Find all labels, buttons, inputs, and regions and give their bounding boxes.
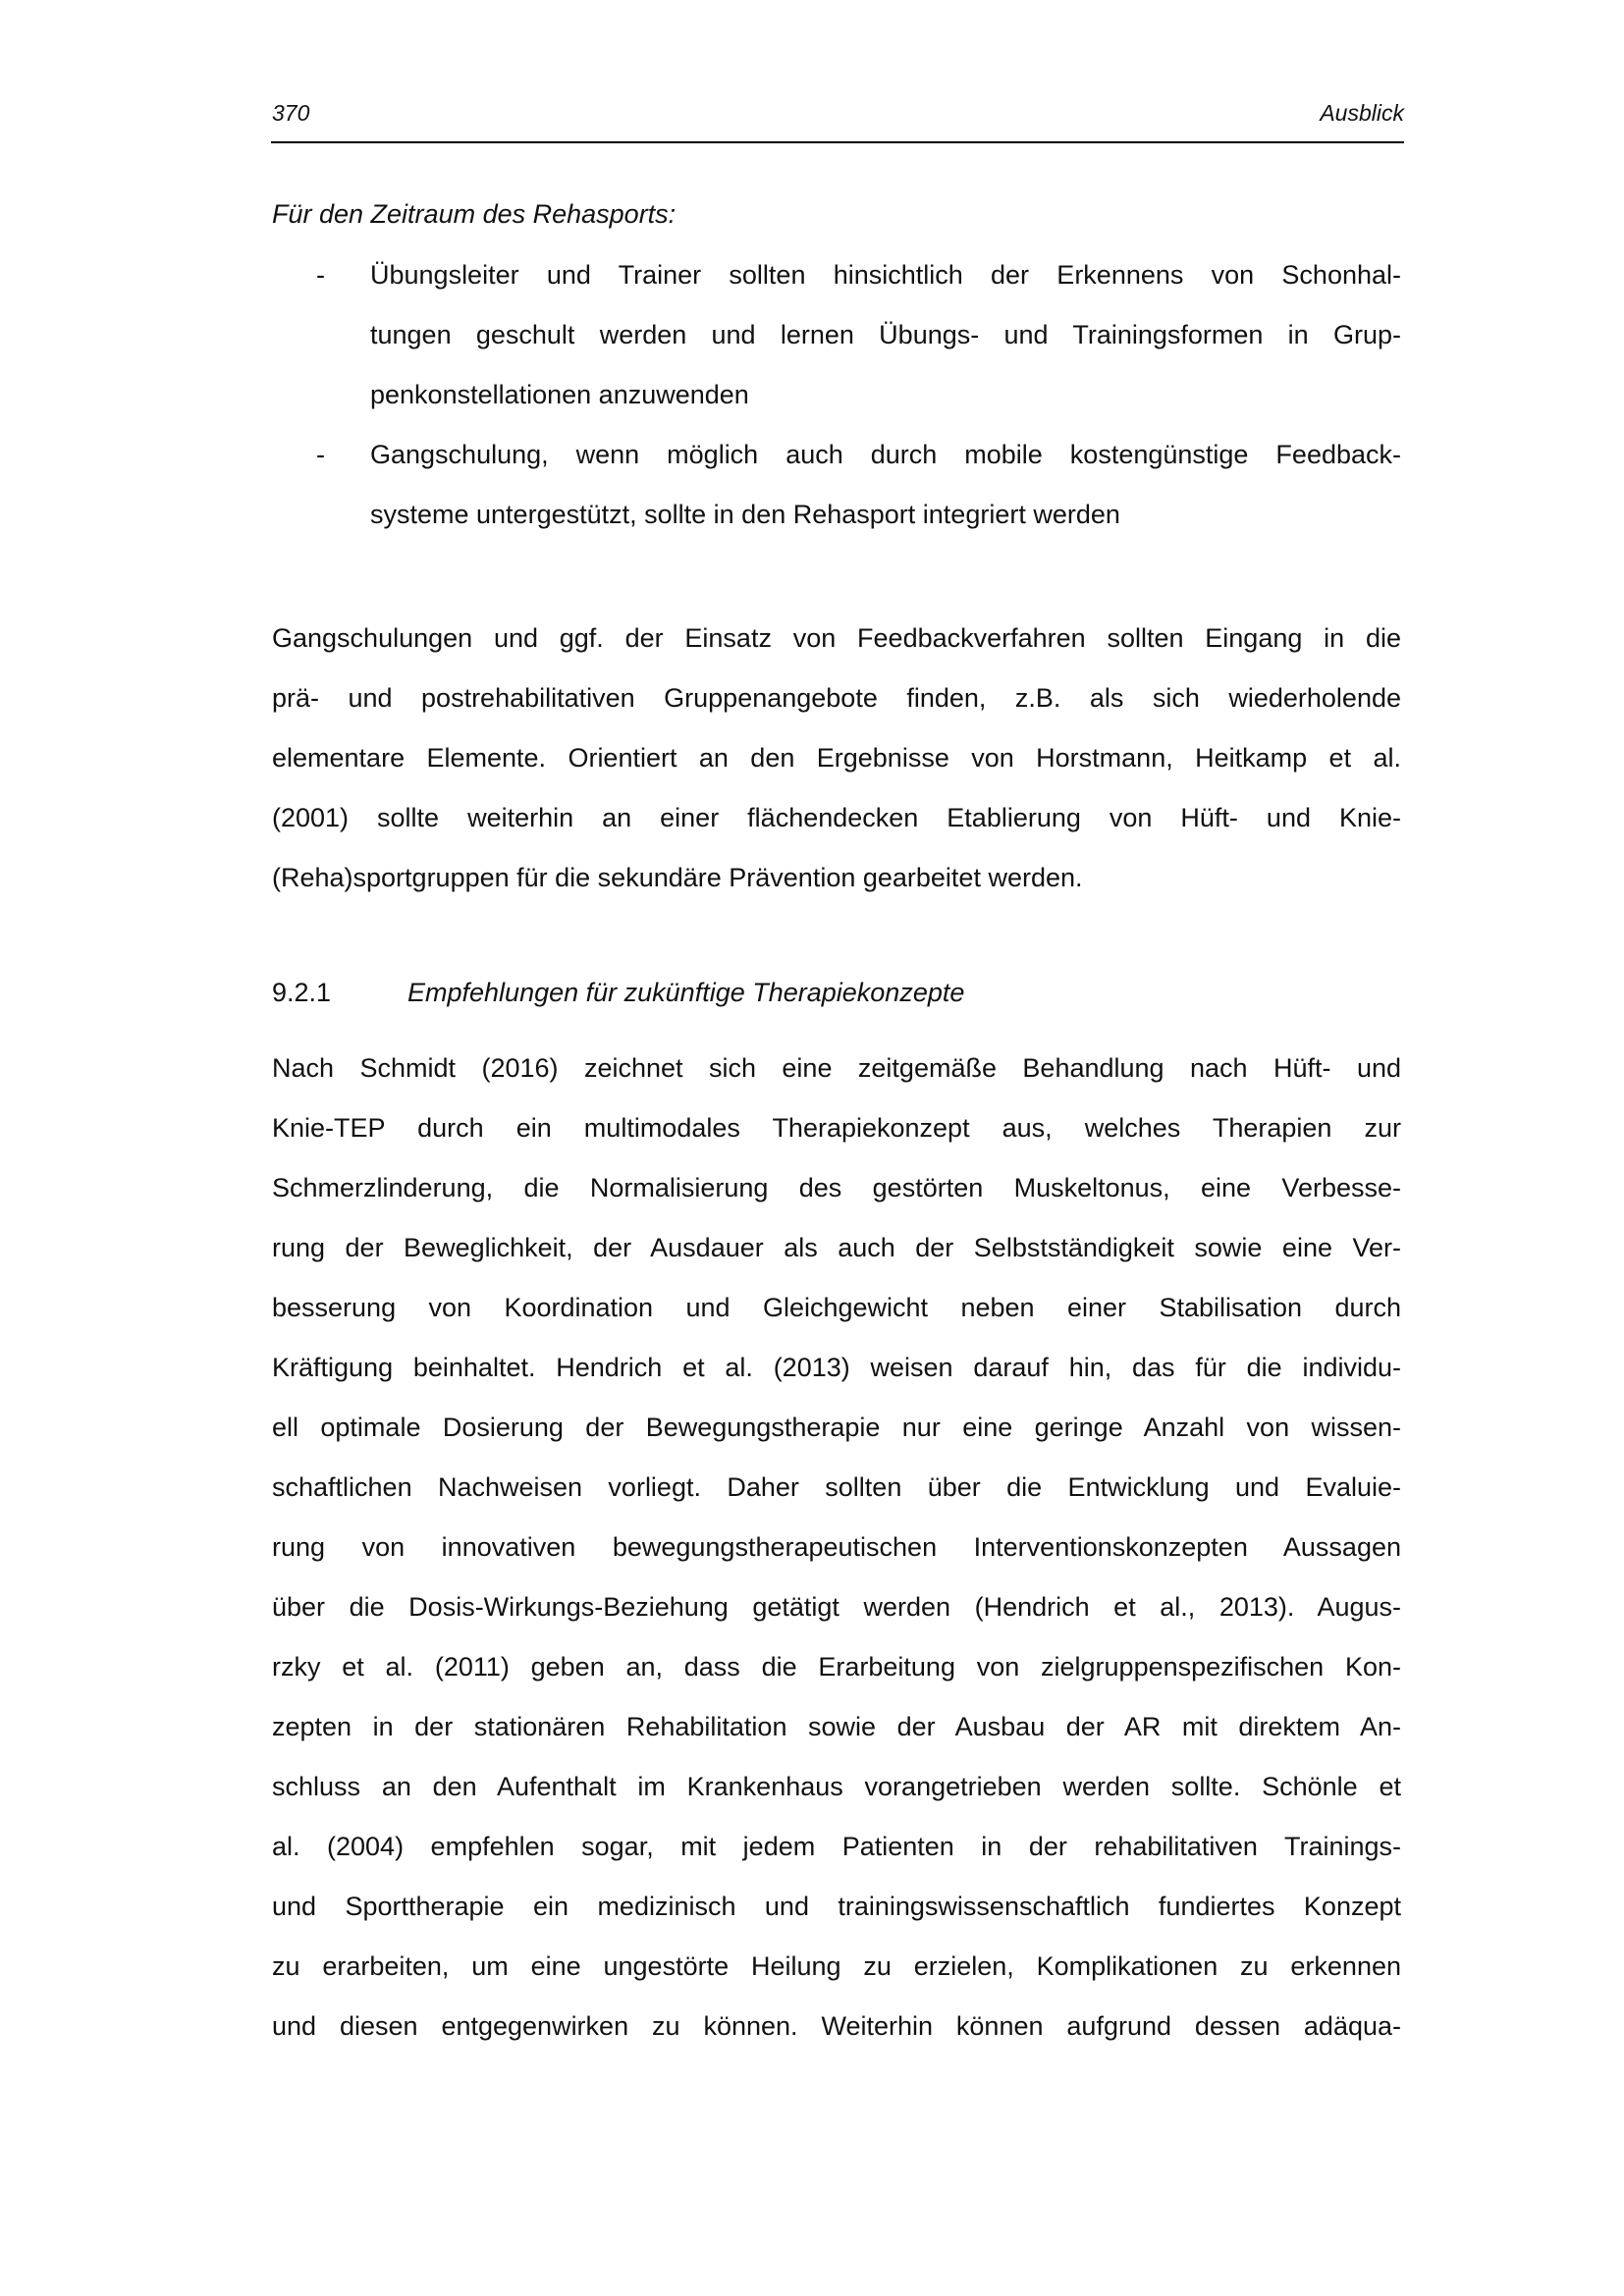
text-line: schluss an den Aufenthalt im Krankenhaus vorangetrieben werden sollte. Schönle et <box>272 1772 1401 1801</box>
text-line: rung von innovativen bewegungstherapeutischen Interventionskonzepten Aussagen <box>272 1532 1401 1562</box>
header-rule <box>271 141 1404 143</box>
bullet-line: systeme untergestützt, sollte in den Rehasport integriert werden <box>370 500 1120 529</box>
text-line: al. (2004) empfehlen sogar, mit jedem Patienten in der rehabilitativen Trainings- <box>272 1832 1401 1861</box>
text-line: (2001) sollte weiterhin an einer flächendecken Etablierung von Hüft- und Knie- <box>272 803 1401 832</box>
text-line: ell optimale Dosierung der Bewegungstherapie nur eine geringe Anzahl von wissen- <box>272 1413 1401 1442</box>
text-line: rung der Beweglichkeit, der Ausdauer als auch der Selbstständigkeit sowie eine Ver- <box>272 1233 1401 1262</box>
text-line: rzky et al. (2011) geben an, dass die Erarbeitung von zielgruppenspezifischen Kon- <box>272 1652 1401 1682</box>
section-number: 9.2.1 <box>272 978 332 1007</box>
text-line: zepten in der stationären Rehabilitation sowie der Ausbau der AR mit direktem An- <box>272 1712 1401 1741</box>
text-line: Knie-TEP durch ein multimodales Therapiekonzept aus, welches Therapien zur <box>272 1113 1401 1143</box>
text-line: Schmerzlinderung, die Normalisierung des gestörten Muskeltonus, eine Verbesse- <box>272 1173 1401 1202</box>
text-line: über die Dosis-Wirkungs-Beziehung getätigt werden (Hendrich et al., 2013). Augus- <box>272 1592 1401 1622</box>
text-line: Nach Schmidt (2016) zeichnet sich eine zeitgemäße Behandlung nach Hüft- und <box>272 1053 1401 1083</box>
text-line: Kräftigung beinhaltet. Hendrich et al. (2013) weisen darauf hin, das für die individu- <box>272 1353 1401 1382</box>
text-line: prä- und postrehabilitativen Gruppenangebote finden, z.B. als sich wiederholende <box>272 683 1401 713</box>
text-line: und Sporttherapie ein medizinisch und trainingswissenschaftlich fundiertes Konzept <box>272 1892 1401 1921</box>
section-title: Empfehlungen für zukünftige Therapiekonzepte <box>407 978 965 1007</box>
text-line: besserung von Koordination und Gleichgewicht neben einer Stabilisation durch <box>272 1293 1401 1322</box>
running-header-section: Ausblick <box>1320 100 1404 126</box>
bullet-line: penkonstellationen anzuwenden <box>370 380 749 409</box>
text-line: Gangschulungen und ggf. der Einsatz von Feedbackverfahren sollten Eingang in die <box>272 623 1401 653</box>
subheading: Für den Zeitraum des Rehasports: <box>272 199 677 229</box>
bullet-line: Übungsleiter und Trainer sollten hinsichtlich der Erkennens von Schonhal- <box>370 260 1401 290</box>
text-line: elementare Elemente. Orientiert an den Ergebnisse von Horstmann, Heitkamp et al. <box>272 743 1401 773</box>
text-line: schaftlichen Nachweisen vorliegt. Daher sollten über die Entwicklung und Evaluie- <box>272 1472 1401 1502</box>
page-number: 370 <box>272 100 310 126</box>
bullet-marker: - <box>316 440 325 469</box>
text-line: zu erarbeiten, um eine ungestörte Heilung zu erzielen, Komplikationen zu erkennen <box>272 1951 1401 1981</box>
bullet-marker: - <box>316 260 325 290</box>
bullet-line: tungen geschult werden und lernen Übungs- und Trainingsformen in Grup- <box>370 320 1401 349</box>
bullet-line: Gangschulung, wenn möglich auch durch mobile kostengünstige Feedback- <box>370 440 1401 469</box>
text-line: und diesen entgegenwirken zu können. Weiterhin können aufgrund dessen adäqua- <box>272 2011 1401 2041</box>
text-line: (Reha)sportgruppen für die sekundäre Prävention gearbeitet werden. <box>272 863 1083 892</box>
